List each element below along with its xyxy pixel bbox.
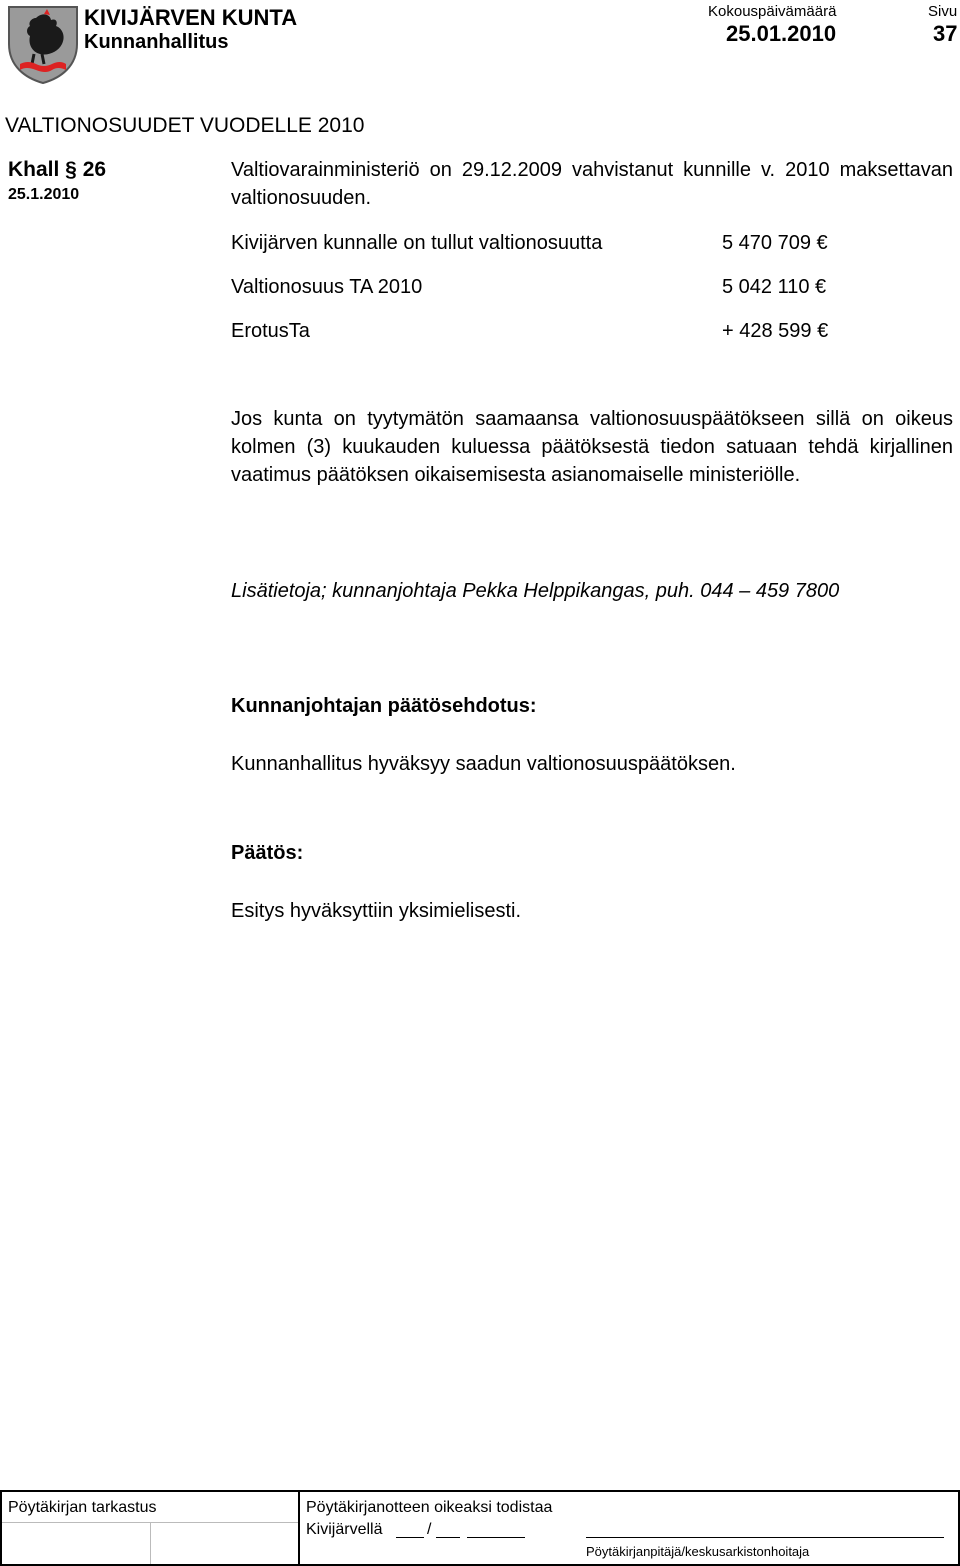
organization-name: KIVIJÄRVEN KUNTA (84, 5, 298, 30)
year-blank-line (467, 1537, 525, 1538)
review-label: Pöytäkirjan tarkastus (8, 1499, 157, 1516)
rooster-shield-icon (6, 4, 80, 84)
footer-column-divider (298, 1490, 300, 1566)
month-blank-line (436, 1537, 460, 1538)
amount-row-label-budget: Valtionosuus TA 2010 (231, 276, 423, 298)
footer-left-border (0, 1490, 2, 1566)
proposal-heading: Kunnanjohtajan päätösehdotus: (231, 695, 537, 717)
info-paragraph: Lisätietoja; kunnanjohtaja Pekka Helppikangas, puh. 044 – 459 7800 (231, 580, 840, 602)
coat-of-arms-logo (6, 4, 80, 84)
amount-row-value-budget: 5 042 110 € (722, 276, 827, 298)
intro-paragraph: Valtiovarainministeriö on 29.12.2009 vahvistanut kunnille v. 2010 maksettavan valtionosuuden. (231, 159, 953, 209)
place-label: Kivijärvellä (306, 1521, 383, 1538)
section-title: VALTIONOSUUDET VUODELLE 2010 (5, 114, 365, 137)
appeal-paragraph: Jos kunta on tyytymätön saamaansa valtionosuuspäätökseen sillä on oikeus kolmen (3) kuukauden kuluessa päätöksestä tiedon satuaan tehdä kirjallinen vaatimus päätöksen oikaisemisesta asianomaiselle ministeriölle. (231, 408, 953, 486)
signature-footer (0, 1490, 960, 1566)
khall-date: 25.1.2010 (8, 186, 80, 203)
amount-row-label-received: Kivijärven kunnalle on tullut valtionosuutta (231, 232, 603, 254)
amount-row-value-difference: + 428 599 € (722, 320, 829, 342)
board-name: Kunnanhallitus (84, 31, 229, 53)
proposal-text: Kunnanhallitus hyväksyy saadun valtionosuuspäätöksen. (231, 753, 736, 775)
decision-text: Esitys hyväksyttiin yksimielisesti. (231, 900, 522, 922)
signature-blank-line (586, 1537, 944, 1538)
date-separator: / (427, 1521, 432, 1538)
page-label: Sivu (928, 3, 958, 20)
copy-certification-label: Pöytäkirjanotteen oikeaksi todistaa (306, 1499, 553, 1516)
footer-top-border (0, 1490, 960, 1492)
meeting-date: 25.01.2010 (726, 21, 837, 46)
day-blank-line (396, 1537, 424, 1538)
footer-inner-divider (150, 1522, 151, 1564)
page-number: 37 (933, 21, 958, 46)
amount-row-value-received: 5 470 709 € (722, 232, 828, 254)
khall-reference: Khall § 26 (8, 158, 107, 181)
record-keeper-label: Pöytäkirjanpitäjä/keskusarkistonhoitaja (586, 1544, 810, 1559)
decision-heading: Päätös: (231, 842, 304, 864)
meeting-date-label: Kokouspäivämäärä (708, 3, 837, 20)
amount-row-label-difference: ErotusTa (231, 320, 310, 342)
